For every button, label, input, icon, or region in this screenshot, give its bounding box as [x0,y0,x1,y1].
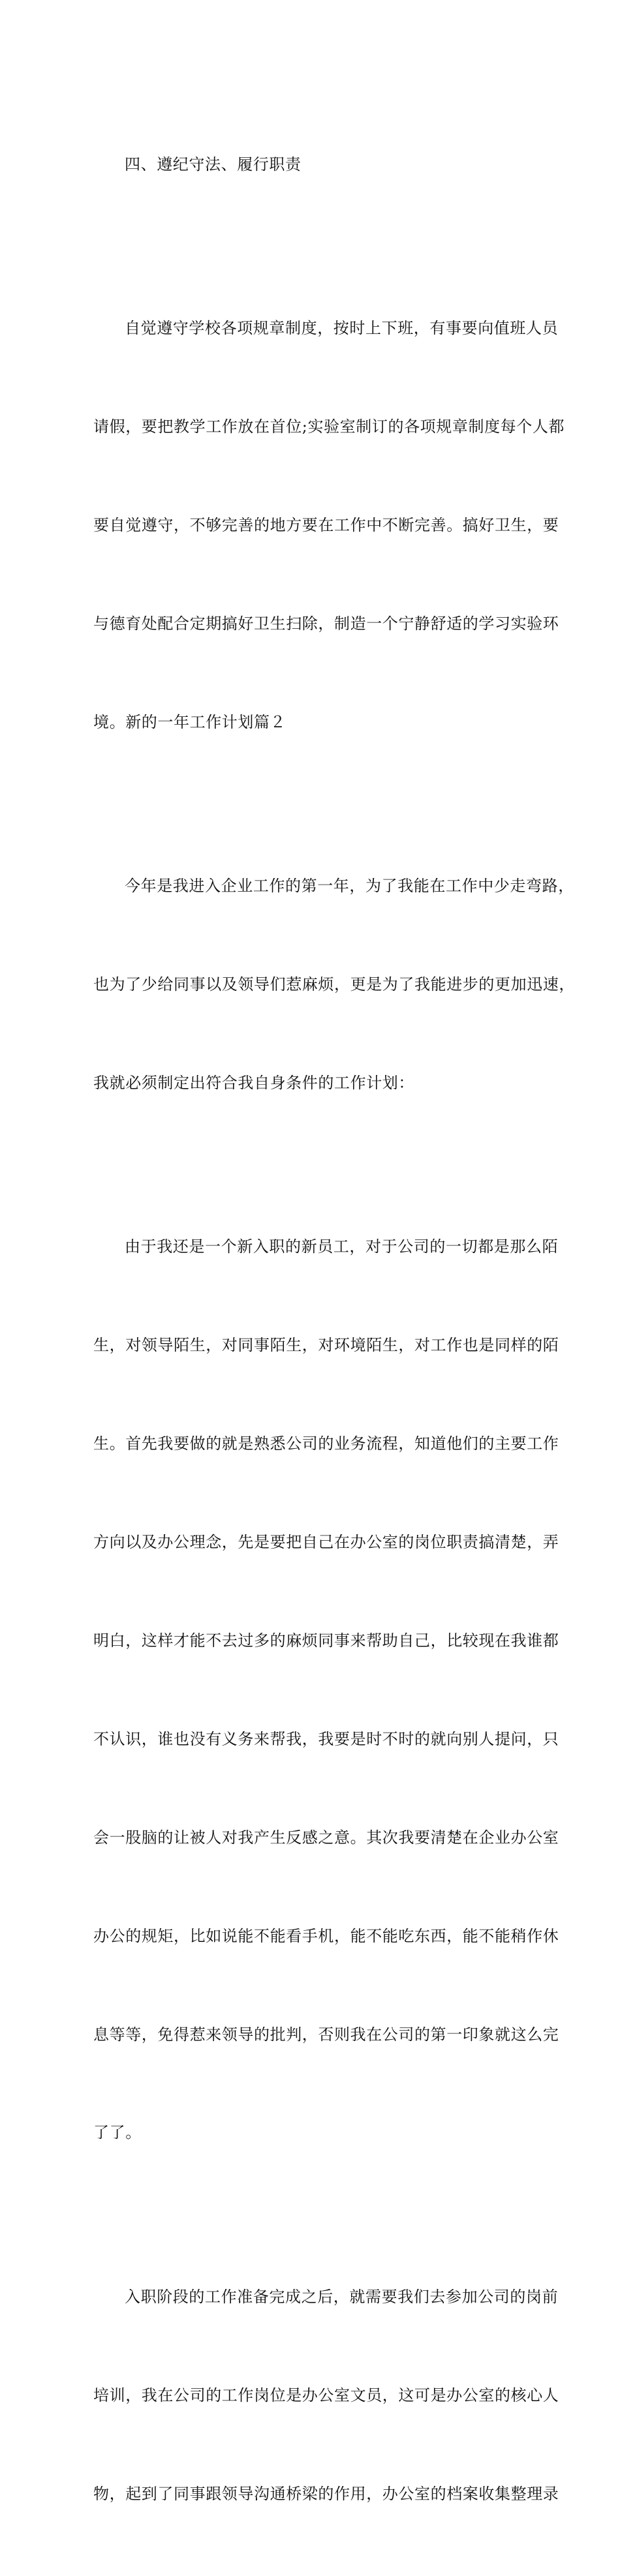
paragraph-first-year [93,804,575,1165]
paragraph-line: 与德育处配合定期搞好卫生扫除，制造一个宁静舒适的学习实验环 [93,614,559,633]
paragraph-line: 办公的规矩，比如说能不能看手机，能不能吃东西，能不能稍作休 [93,1926,559,1945]
paragraph-line: 生，对领导陌生，对同事陌生，对环境陌生，对工作也是同样的陌 [93,1336,559,1355]
section-heading [93,82,544,246]
paragraph-new-employee [93,1165,559,2215]
paragraph-line: 也为了少给同事以及领导们惹麻烦，更是为了我能进步的更加迅速， [93,975,575,994]
document-body [93,82,575,2576]
paragraph-line: 物，起到了同事跟领导沟通桥梁的作用，办公室的档案收集整理录 [93,2484,559,2503]
paragraph-line: 了了。 [93,2123,142,2142]
paragraph-line: 息等等，免得惹来领导的批判，否则我在公司的第一印象就这么完 [93,2025,559,2044]
paragraph-line: 境。新的一年工作计划篇２ [93,712,287,731]
paragraph-line: 会一股脑的让被人对我产生反感之意。其次我要清楚在企业办公室 [93,1828,559,1847]
paragraph-line: 由于我还是一个新入职的新员工，对于公司的一切都是那么陌 [125,1237,559,1256]
paragraph-line: 今年是我进入企业工作的第一年，为了我能在工作中少走弯路， [125,877,574,896]
section-heading-text: 四、遵纪守法、履行职责 [125,155,302,174]
paragraph-line: 我就必须制定出符合我自身条件的工作计划： [93,1073,414,1092]
paragraph-line: 请假，要把教学工作放在首位;实验室制订的各项规章制度每个人都 [93,417,565,436]
paragraph-line: 方向以及办公理念，先是要把自己在办公室的岗位职责搞清楚，弄 [93,1533,559,1552]
paragraph-line: 要自觉遵守，不够完善的地方要在工作中不断完善。搞好卫生，要 [93,515,559,534]
paragraph-line: 不认识，谁也没有义务来帮我，我要是时不时的就向别人提问，只 [93,1729,559,1748]
paragraph-training [93,2215,559,2575]
paragraph-line: 入职阶段的工作准备完成之后，就需要我们去参加公司的岗前 [125,2287,559,2306]
paragraph-line: 培训，我在公司的工作岗位是办公室文员，这可是办公室的核心人 [93,2386,559,2404]
paragraph-line: 明白，这样才能不去过多的麻烦同事来帮助自己，比较现在我谁都 [93,1631,559,1650]
paragraph-rules [93,246,565,804]
paragraph-line: 生。首先我要做的就是熟悉公司的业务流程，知道他们的主要工作 [93,1434,559,1453]
paragraph-line: 自觉遵守学校各项规章制度，按时上下班，有事要向值班人员 [125,319,559,338]
